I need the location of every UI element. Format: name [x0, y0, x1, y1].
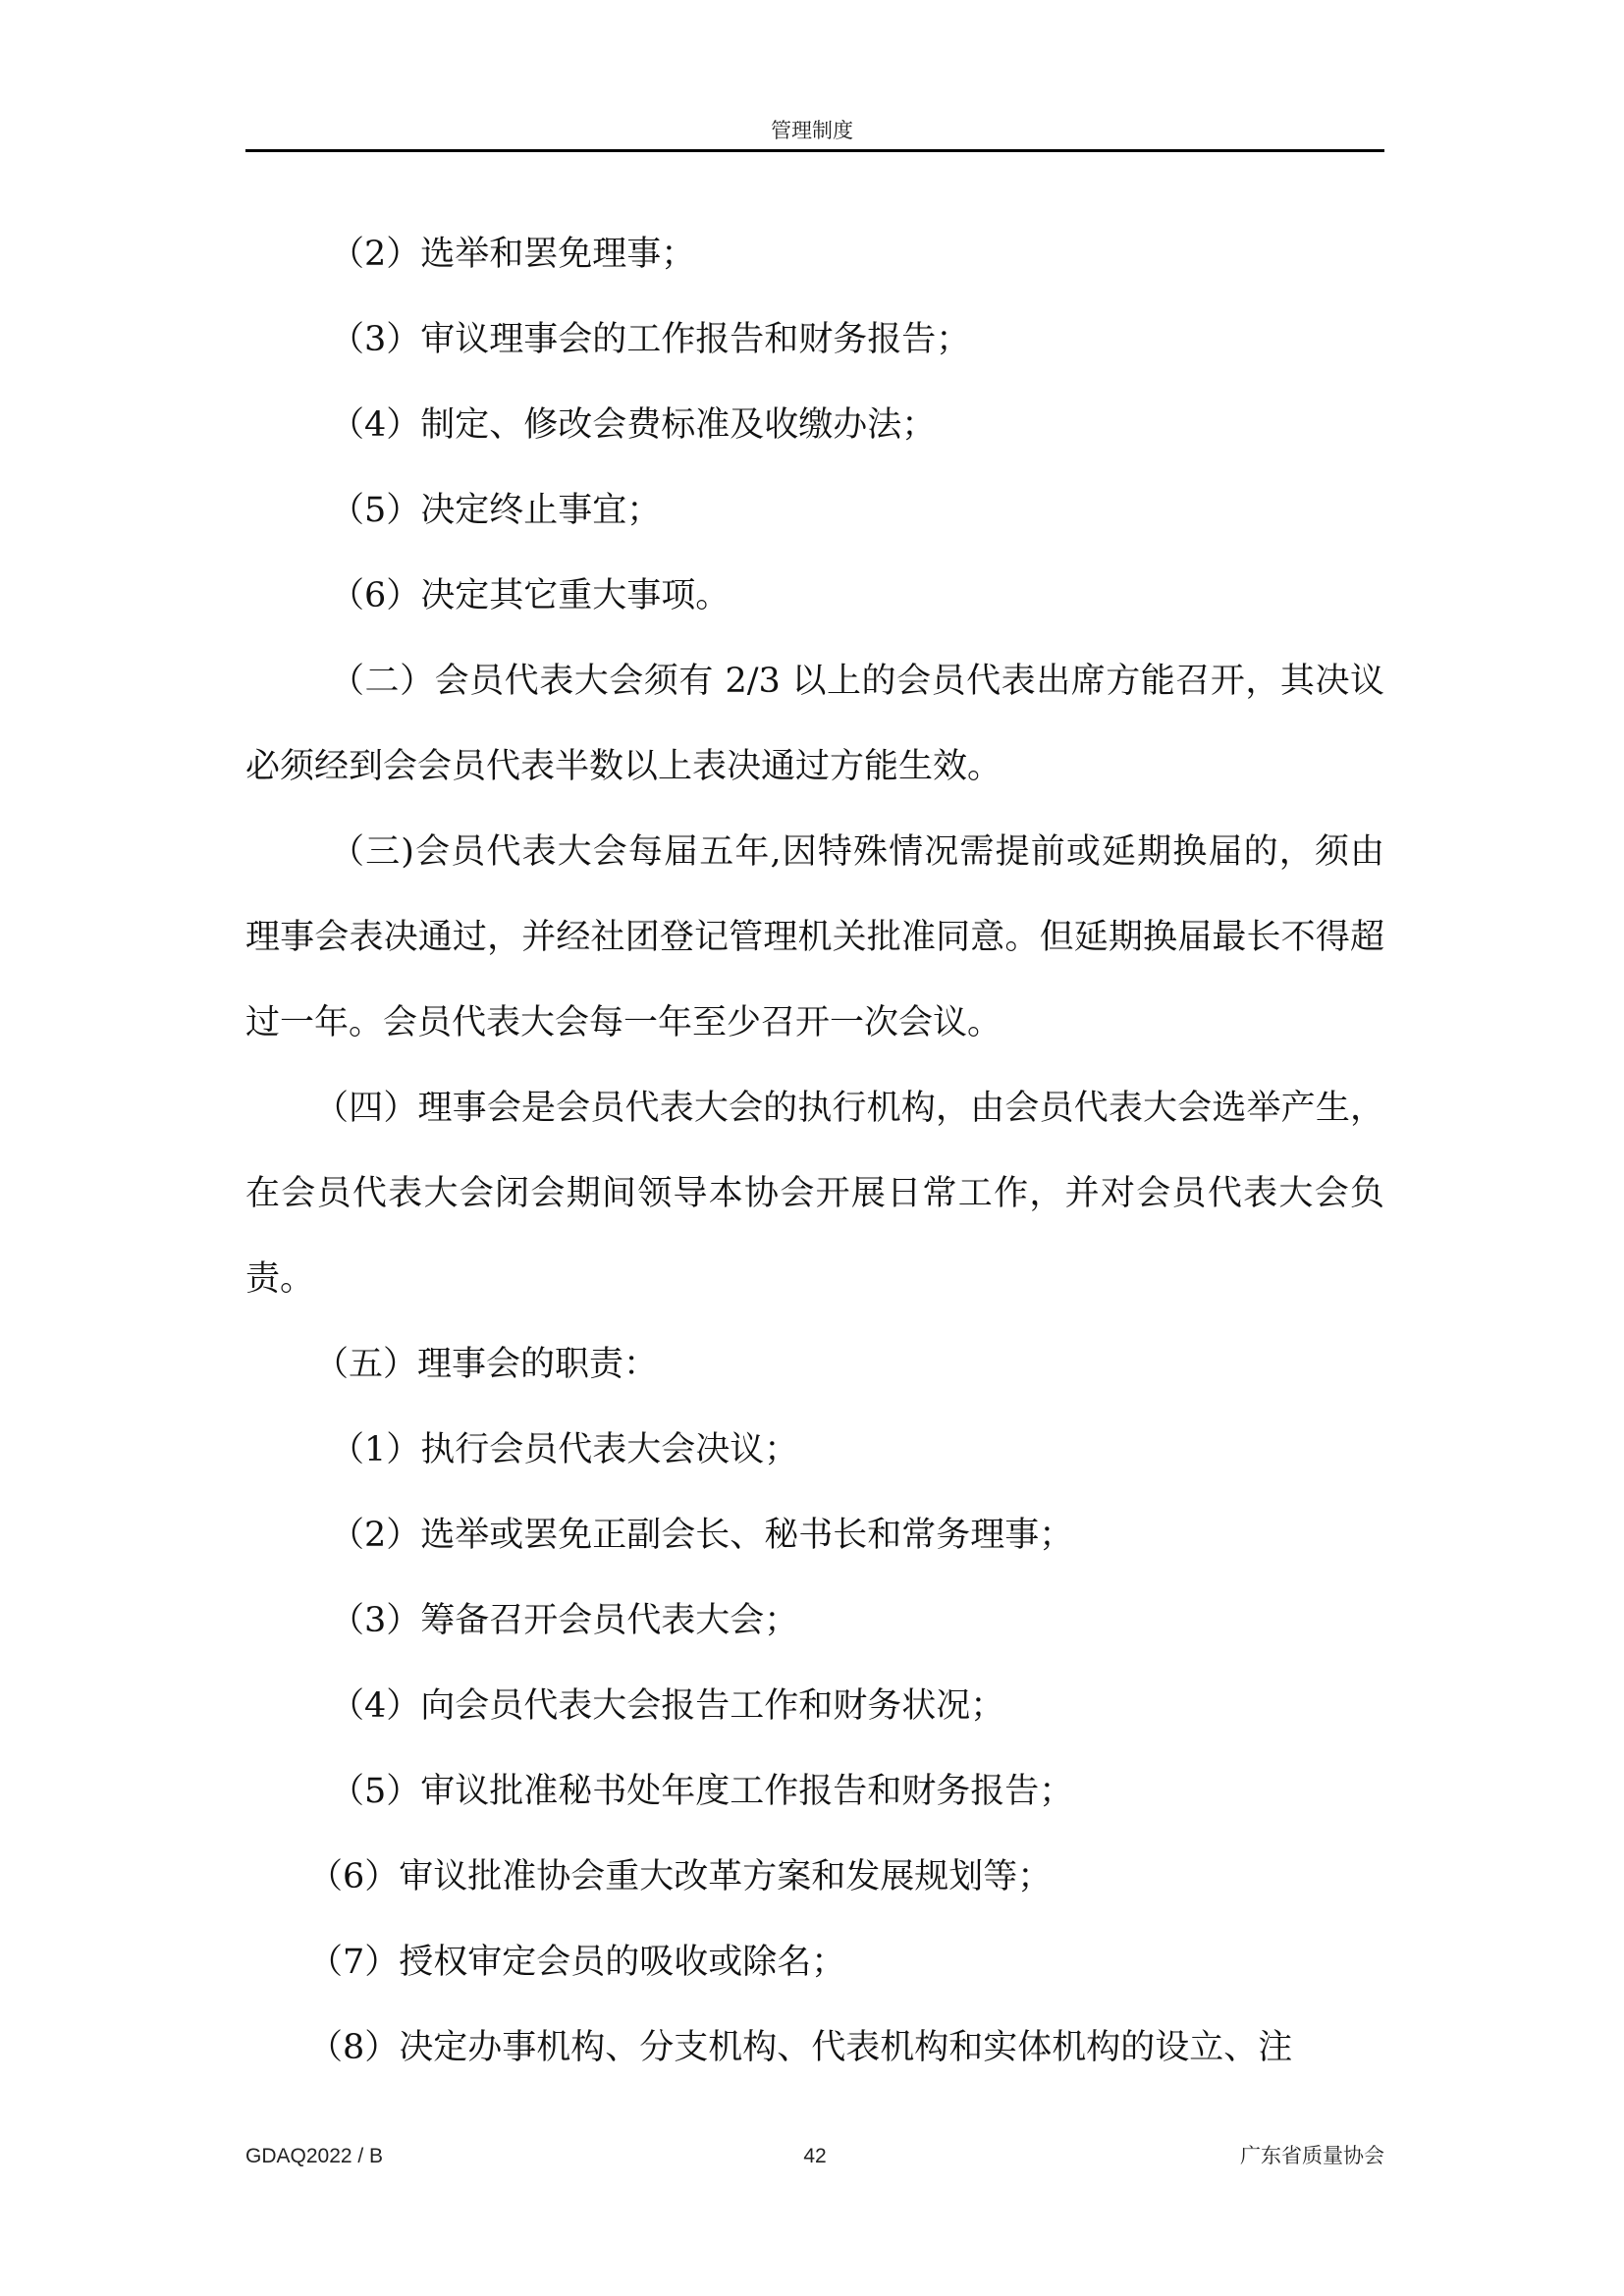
list-item: （6）审议批准协会重大改革方案和发展规划等； [308, 1857, 1053, 1896]
page-header-title: 管理制度 [771, 119, 853, 142]
header-divider [245, 149, 1384, 152]
list-item: （6）决定其它重大事项。 [330, 576, 731, 615]
list-item: （3）审议理事会的工作报告和财务报告； [330, 320, 971, 359]
footer-doc-code: GDAQ2022 / B [245, 2145, 384, 2167]
list-item: （2）选举和罢免理事； [330, 235, 696, 274]
list-item: （8）决定办事机构、分支机构、代表机构和实体机构的设立、注 [308, 2028, 1293, 2067]
list-item: （7）授权审定会员的吸收或除名； [308, 1943, 846, 1982]
document-body [245, 212, 1384, 2091]
section-heading: （五）理事会的职责： [314, 1345, 659, 1384]
list-item: （4）制定、修改会费标准及收缴办法； [330, 405, 937, 445]
page-footer [245, 2142, 1384, 2171]
paragraph: （四）理事会是会员代表大会的执行机构，由会员代表大会选举产生，在会员代表大会闭会期间领导本协会开展日常工作，并对会员代表大会负责。 [245, 1089, 1384, 1299]
paragraph: （二）会员代表大会须有 2/3 以上的会员代表出席方能召开，其决议必须经到会会员代表半数以上表决通过方能生效。 [245, 662, 1384, 786]
list-item: （3）筹备召开会员代表大会； [330, 1601, 799, 1640]
paragraph: （三)会员代表大会每届五年,因特殊情况需提前或延期换届的，须由理事会表决通过，并经社团登记管理机关批准同意。但延期换届最长不得超过一年。会员代表大会每一年至少召开一次会议。 [245, 832, 1384, 1042]
list-item: （2）选举或罢免正副会长、秘书长和常务理事； [330, 1516, 1074, 1555]
footer-organization: 广东省质量协会 [1240, 2145, 1384, 2167]
footer-page-number: 42 [803, 2145, 827, 2167]
list-item: （5）决定终止事宜； [330, 491, 662, 530]
list-item: （1）执行会员代表大会决议； [330, 1430, 799, 1469]
list-item: （5）审议批准秘书处年度工作报告和财务报告； [330, 1772, 1074, 1811]
list-item: （4）向会员代表大会报告工作和财务状况； [330, 1686, 1005, 1726]
